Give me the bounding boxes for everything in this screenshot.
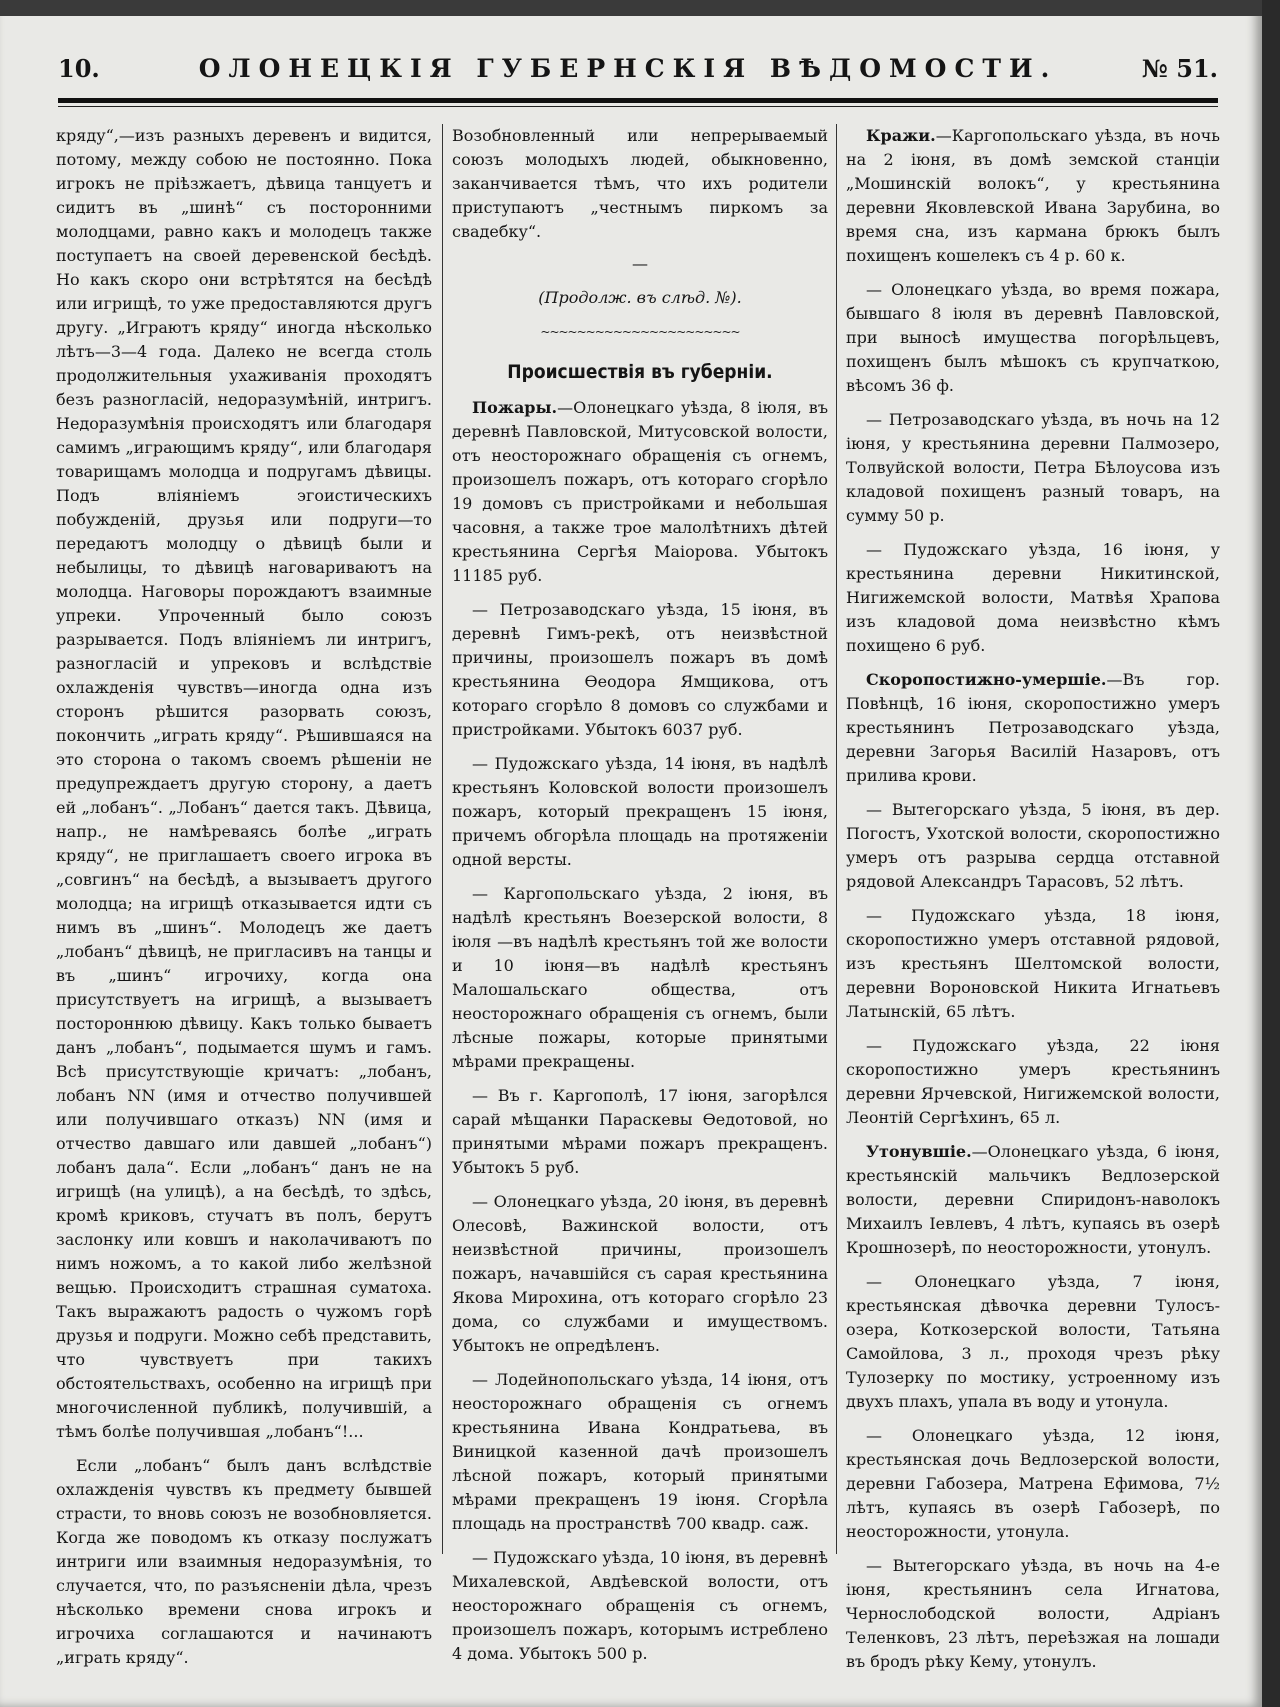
newspaper-title: ОЛОНЕЦКІЯ ГУБЕРНСКІЯ ВѢДОМОСТИ. bbox=[198, 53, 1058, 83]
wavy-separator: ~~~~~~~~~~~~~~~~~~~~~~ bbox=[540, 325, 740, 339]
header-rule bbox=[58, 98, 1218, 103]
news-item: — Петрозаводскаго уѣзда, въ ночь на 12 іюня, у крестьянина деревни Палмозеро, Толвуйской волости, Петра Бѣлоусова изъ кладовой похищенъ разный товаръ, на сумму 50 р. bbox=[846, 410, 1220, 525]
header-rule-thin bbox=[58, 106, 1218, 107]
article-paragraph: Возобновленный или непрерываемый союзъ молодыхъ людей, обыкновенно, заканчивается тѣмъ, что ихъ родители приступаютъ „честнымъ пиркомъ за свадебку“. bbox=[452, 126, 828, 241]
news-item: — Олонецкаго уѣзда, 7 іюня, крестьянская дѣвочка деревни Тулосъ-озера, Коткозерской волости, Татьяна Самойлова, 3 л., проходя чрезъ рѣку Тулозерку по мостику, устроенному изъ двухъ плахъ, упала въ воду и утонула. bbox=[846, 1272, 1220, 1411]
news-item: — Пудожскаго уѣзда, 18 іюня, скоропостижно умеръ отставной рядовой, изъ крестьянъ Шелтомской волости, деревни Вороновской Никита Игнатьевъ Латынскій, 65 лѣтъ. bbox=[846, 906, 1220, 1021]
continued-note: (Продолж. въ слѣд. №). bbox=[538, 288, 742, 307]
news-item bbox=[452, 396, 828, 588]
news-item: — Олонецкаго уѣзда, во время пожара, бывшаго 8 іюля въ деревнѣ Павловской, при выносѣ имущества погорѣльцевъ, похищенъ былъ мѣшокъ съ крупчаткою, вѣсомъ 36 ф. bbox=[846, 280, 1220, 395]
news-item: — Пудожскаго уѣзда, 14 іюня, въ надѣлѣ крестьянъ Коловской волости произошелъ пожаръ, который прекращенъ 15 іюня, причемъ обгорѣла площадь на протяженіи одной версты. bbox=[452, 754, 828, 869]
rubric-fires: Пожары. bbox=[472, 398, 558, 417]
news-item: — Пудожскаго уѣзда, 10 іюня, въ деревнѣ Михалевской, Авдѣевской волости, отъ неосторожнаго обращенія съ огнемъ, произошелъ пожаръ, которымъ истреблено 4 дома. Убытокъ 500 р. bbox=[452, 1548, 828, 1663]
news-text: —Олонецкаго уѣзда, 6 іюня, крестьянскій мальчикъ Ведлозерской волости, деревни Спиридонъ-наволокъ Михаилъ Іевлевъ, 4 лѣтъ, купаясь въ озерѣ Крошнозерѣ, по неосторожности, утонулъ. bbox=[846, 1142, 1220, 1257]
separator-dash: — bbox=[632, 254, 648, 273]
news-item: — Пудожскаго уѣзда, 22 іюня скоропостижно умеръ крестьянинъ деревни Ярчевской, Нигижемской волости, Леонтій Сергѣхинъ, 65 л. bbox=[846, 1036, 1220, 1127]
scan-top-edge bbox=[0, 0, 1262, 16]
column-left bbox=[56, 124, 432, 1670]
page-header bbox=[58, 44, 1218, 92]
news-text: —Каргопольскаго уѣзда, въ ночь на 2 іюня, въ домѣ земской станціи „Мошинскій волокъ“, у крестьянина деревни Яковлевской Ивана Зарубина, во время сна, изъ кармана брюкъ былъ похищенъ кошелекъ съ 4 р. 60 к. bbox=[846, 126, 1220, 265]
news-item: — Вытегорскаго уѣзда, въ ночь на 4-е іюня, крестьянинъ села Игнатова, Чернослободской волости, Адріанъ Теленковъ, 23 лѣтъ, переѣзжая на лошади въ бродъ рѣку Кему, утонулъ. bbox=[846, 1556, 1220, 1671]
column-middle bbox=[452, 124, 828, 1666]
book-spine-edge bbox=[1262, 0, 1280, 1707]
news-item: — Вытегорскаго уѣзда, 5 іюня, въ дер. Погостъ, Ухотской волости, скоропостижно умеръ отъ разрыва сердца отставной рядовой Александръ Тарасовъ, 52 лѣтъ. bbox=[846, 800, 1220, 891]
news-text: —Въ гор. Повѣнцѣ, 16 іюня, скоропостижно умеръ крестьянинъ Петрозаводскаго уѣзда, деревни Загорья Василій Назаровъ, отъ прилива крови. bbox=[846, 670, 1220, 785]
rubric-thefts: Кражи. bbox=[866, 126, 936, 145]
news-item: — Петрозаводскаго уѣзда, 15 іюня, въ деревнѣ Гимъ-рекѣ, отъ неизвѣстной причины, произошелъ пожаръ въ домѣ крестьянина Ѳеодора Ямщикова, отъ котораго сгорѣло 8 домовъ со службами и пристройками. Убытокъ 6037 руб. bbox=[452, 600, 828, 739]
section-title: Происшествія въ губерніи. bbox=[507, 361, 773, 383]
article-paragraph: Если „лобанъ“ былъ данъ вслѣдствіе охлажденія чувствъ къ предмету бывшей страсти, то вновь союзъ не возобновляется. Когда же поводомъ къ отказу послужатъ интриги или взаимныя недоразумѣнія, то случается, что, по разъясненіи дѣла, чрезъ нѣсколько времени снова игрокъ и игрочиха соглашаются и начинаютъ „играть кряду“. bbox=[56, 1456, 432, 1667]
news-item bbox=[846, 1140, 1220, 1260]
news-item: — Олонецкаго уѣзда, 12 іюня, крестьянская дочь Ведлозерской волости, деревни Габозера, Матрена Ефимова, 7½ лѣтъ, купаясь въ озерѣ Габозерѣ, по неосторожности, утонула. bbox=[846, 1426, 1220, 1541]
news-text: —Олонецкаго уѣзда, 8 іюля, въ деревнѣ Павловской, Митусовской волости, отъ неосторожнаго обращенія съ огнемъ, произошелъ пожаръ, отъ котораго сгорѣло 19 домовъ съ пристройками и небольшая часовня, а также трое малолѣтнихъ дѣтей крестьянина Сергѣя Маіорова. Убытокъ 11185 руб. bbox=[452, 398, 828, 585]
news-item: — Каргопольскаго уѣзда, 2 іюня, въ надѣлѣ крестьянъ Воезерской волости, 8 іюля —въ надѣлѣ крестьянъ той же волости и 10 іюня—въ надѣлѣ крестьянъ Малошальскаго общества, отъ неосторожнаго обращенія съ огнемъ, были лѣсные пожары, которые принятыми мѣрами прекращены. bbox=[452, 884, 828, 1071]
article-paragraph: кряду“,—изъ разныхъ деревенъ и видится, потому, между собою не постоянно. Пока игрокъ не пріѣзжаетъ, дѣвица танцуетъ и сидитъ въ „шинѣ“ съ посторонними молодцами, равно какъ и молодецъ также поступаетъ на своей деревенской бесѣдѣ. Но какъ скоро они встрѣтятся на бесѣдѣ или игрищѣ, то уже предоставляются другъ другу. „Играютъ кряду“ иногда нѣсколько лѣтъ—3—4 года. Далеко не всегда столь продолжительныя ухаживанія проходятъ безъ разногласій, недоразумѣній, интригъ. Недоразумѣнія происходятъ или благодаря самимъ „играющимъ кряду“, или благодаря товарищамъ молодца и подругамъ дѣвицы. Подъ вліяніемъ эгоистическихъ побужденій, друзья или подруги—то передаютъ молодцу о дѣвицѣ были и небылицы, то дѣвицѣ наговариваютъ на молодца. Наговоры порождаютъ взаимные упреки. Упроченный было союзъ разрывается. Подъ вліяніемъ ли интригъ, разногласій и упрековъ и вслѣдствіе охлажденія чувствъ—иногда одна изъ сторонъ рѣшится разорвать союзъ, покончить „играть кряду“. Рѣшившаяся на это сторона о такомъ своемъ рѣшеніи не предупреждаетъ другую сторону, а даетъ ей „лобанъ“. „Лобанъ“ дается такъ. Дѣвица, напр., не намѣреваясь болѣе „играть кряду“, не приглашаетъ своего игрока въ „совгинъ“ на бесѣдѣ, а вызываетъ другого молодца; на игрищѣ отказывается идти съ нимъ въ „шинъ“. Молодецъ же даетъ „лобанъ“ дѣвицѣ, не пригласивъ на танцы и въ „шинъ“ игрочиху, когда она присутствуетъ на игрищѣ, а вызываетъ постороннюю дѣвицу. Какъ только бываетъ данъ „лобанъ“, подымается шумъ и гамъ. Всѣ присутствующіе кричатъ: „лобанъ, лобанъ NN (имя и отчество получившей или получившаго отказъ) NN (имя и отчество давшаго или давшей „лобанъ“) лобанъ дала“. Если „лобанъ“ данъ не на игрищѣ (на улицѣ), а на бесѣдѣ, то здѣсь, кромѣ криковъ, стучатъ въ полъ, берутъ заслонку или ковшъ и наколачиваютъ по нимъ ножомъ, а то какой либо желѣзной вещью. Происходитъ страшная суматоха. Такъ выражаютъ радость о чужомъ горѣ друзья и подруги. Можно себѣ представить, что чувствуетъ при такихъ обстоятельствахъ, особенно на игрищѣ при многочисленной публикѣ, получившій, а тѣмъ болѣе получившая „лобанъ“!... bbox=[56, 126, 432, 1441]
column-right bbox=[846, 124, 1220, 1674]
page-number: 10. bbox=[58, 53, 100, 83]
rubric-sudden-deaths: Скоропостижно-умершіе. bbox=[866, 670, 1107, 689]
news-item: — Лодейнопольскаго уѣзда, 14 іюня, отъ неосторожнаго обращенія съ огнемъ крестьянина Ивана Кондратьева, въ Виницкой казенной дачѣ произошелъ лѣсной пожаръ, который принятыми мѣрами прекращенъ 19 іюня. Сгорѣла площадь на пространствѣ 700 квадр. саж. bbox=[452, 1370, 828, 1533]
news-item: — Олонецкаго уѣзда, 20 іюня, въ деревнѣ Олесовѣ, Важинской волости, отъ неизвѣстной причины, произошелъ пожаръ, начавшійся съ сарая крестьянина Якова Мирохина, отъ котораго сгорѣло 23 дома, со службами и имуществомъ. Убытокъ не опредѣленъ. bbox=[452, 1192, 828, 1355]
news-item bbox=[846, 124, 1220, 268]
news-item: — Въ г. Каргополѣ, 17 іюня, загорѣлся сарай мѣщанки Параскевы Ѳедотовой, но принятыми мѣрами пожаръ прекращенъ. Убытокъ 5 руб. bbox=[452, 1086, 828, 1177]
column-divider bbox=[836, 124, 837, 1554]
issue-number: № 51. bbox=[1141, 53, 1218, 83]
rubric-drowned: Утонувшіе. bbox=[866, 1142, 972, 1161]
news-item bbox=[846, 668, 1220, 788]
column-divider bbox=[442, 124, 443, 1554]
news-item: — Пудожскаго уѣзда, 16 іюня, у крестьянина деревни Никитинской, Нигижемской волости, Матвѣя Храпова изъ кладовой дома неизвѣстно кѣмъ похищено 6 руб. bbox=[846, 540, 1220, 655]
